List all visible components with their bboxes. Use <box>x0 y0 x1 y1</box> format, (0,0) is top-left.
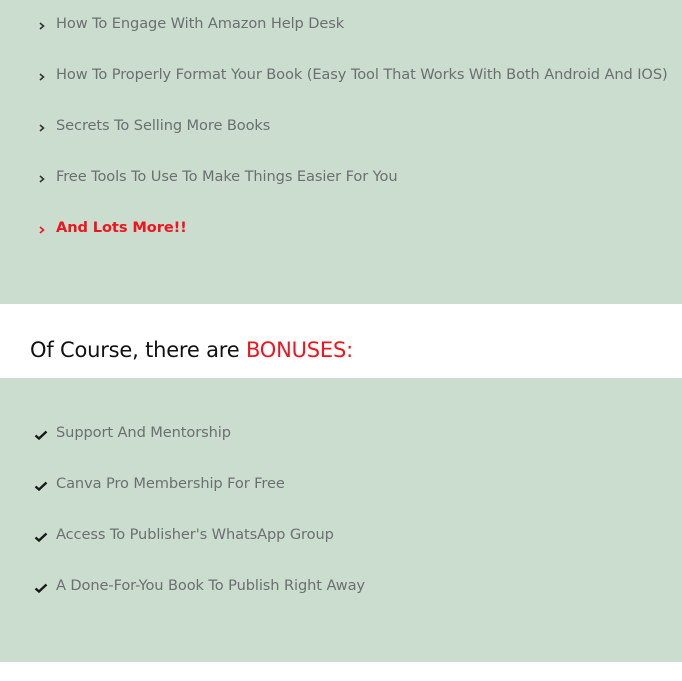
chevron-right-icon <box>37 224 47 236</box>
features-section <box>0 0 682 304</box>
checkmark-icon <box>34 480 48 492</box>
checkmark-icon <box>34 582 48 594</box>
chevron-right-icon <box>37 122 47 134</box>
checkmark-icon <box>34 429 48 441</box>
chevron-right-icon <box>37 20 47 32</box>
chevron-right-icon <box>37 173 47 185</box>
bonuses-heading-accent: BONUSES: <box>245 338 353 362</box>
bonuses-heading-prefix: Of Course, there are <box>30 338 246 362</box>
feature-item-label: Secrets To Selling More Books <box>56 117 271 134</box>
feature-item-label: How To Engage With Amazon Help Desk <box>56 15 345 32</box>
checkmark-icon <box>34 531 48 543</box>
feature-item-label: How To Properly Format Your Book (Easy Tool That Works With Both Android And IOS) <box>56 66 668 83</box>
feature-item-label: Free Tools To Use To Make Things Easier For You <box>56 168 398 185</box>
chevron-right-icon <box>37 71 47 83</box>
bonus-item-label: Canva Pro Membership For Free <box>56 475 285 492</box>
bonus-item-label: Access To Publisher's WhatsApp Group <box>56 526 334 543</box>
bonus-item-label: Support And Mentorship <box>56 424 231 441</box>
bonuses-heading <box>30 338 353 362</box>
bonus-item-label: A Done-For-You Book To Publish Right Away <box>56 577 365 594</box>
feature-item-label: And Lots More!! <box>56 219 187 236</box>
bonuses-section <box>0 378 682 662</box>
